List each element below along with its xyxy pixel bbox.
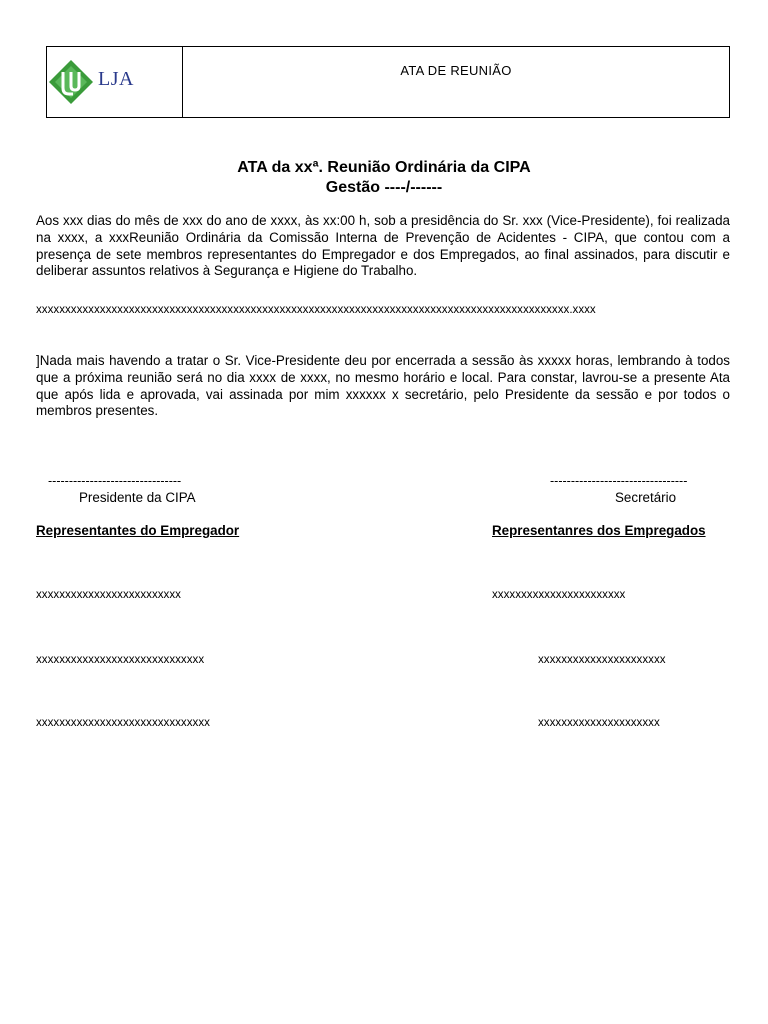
document-title: ATA da xxª. Reunião Ordinária da CIPA [237,159,531,176]
secretary-signature-line: --------------------------------- [550,474,688,488]
employee-representative: xxxxxxxxxxxxxxxxxxxxxxx [492,588,626,601]
paragraph-opening: Aos xxx dias do mês de xxx do ano de xxxx, às xx:00 h, sob a presidência do Sr. xxx (Vice-Presidente), foi realizada na xxxx, a xxxReunião Ordinária da Comissão Interna de Prevenção de Acidentes - CIPA, que contou com a presença de sete membros representantes do Empregador e dos Empregados, ao final assinados, para discutir e deliberar assuntos relativos à Segurança e Higiene do Trabalho. [36,213,730,279]
header-title: ATA DE REUNIÃO [400,63,512,78]
document-subtitle: Gestão ----/------ [325,179,443,196]
president-label: Presidente da CIPA [79,490,196,505]
employee-representative: xxxxxxxxxxxxxxxxxxxxx [538,716,660,729]
placeholder-line: xxxxxxxxxxxxxxxxxxxxxxxxxxxxxxxxxxxxxxxxxxxxxxxxxxxxxxxxxxxxxxxxxxxxxxxxxxxxxxxxxxxxxxxxxxxx.xxxx [36,303,596,316]
employer-representative: xxxxxxxxxxxxxxxxxxxxxxxxxxxxx [36,653,205,666]
employee-representatives-heading: Representanres dos Empregados [492,523,706,538]
logo-text: LJA [98,68,134,90]
employer-representative: xxxxxxxxxxxxxxxxxxxxxxxxx [36,588,181,601]
header-table [46,46,730,118]
logo-cell [47,47,183,117]
employer-representatives-heading: Representantes do Empregador [36,523,240,538]
employer-representative: xxxxxxxxxxxxxxxxxxxxxxxxxxxxxx [36,716,210,729]
company-logo-icon [47,58,95,106]
secretary-label: Secretário [615,490,677,505]
employee-representative: xxxxxxxxxxxxxxxxxxxxxx [538,653,666,666]
president-signature-line: -------------------------------- [48,474,182,488]
paragraph-closing: ]Nada mais havendo a tratar o Sr. Vice-Presidente deu por encerrada a sessão às xxxxx horas, lembrando à todos que a próxima reunião será no dia xxxx de xxxx, no mesmo horário e local. Para constar, lavrou-se a presente Ata que após lida e aprovada, vai assinada por mim xxxxxx x secretário, pelo Presidente da sessão e por todos o membros presentes. [36,353,730,419]
